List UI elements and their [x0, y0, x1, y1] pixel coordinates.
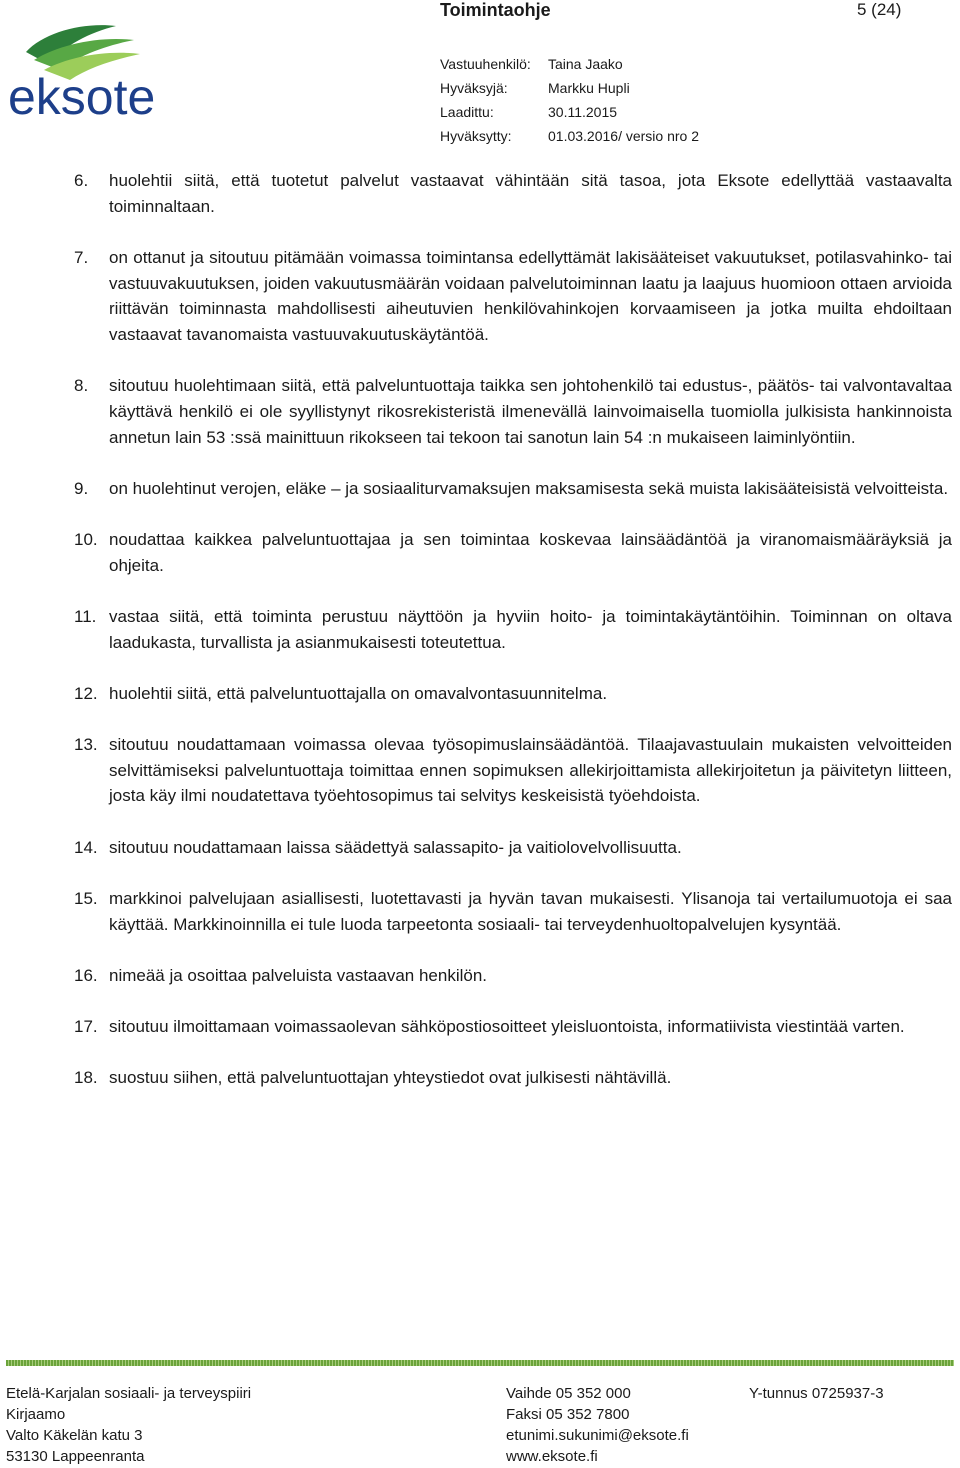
- item-text: sitoutuu ilmoittamaan voimassaolevan sähköpostiosoitteet yleisluontoista, informatiivista viestintää varten.: [109, 1016, 905, 1036]
- list-item: [74, 1014, 952, 1040]
- item-text: sitoutuu huolehtimaan siitä, että palveluntuottaja taikka sen johtohenkilö tai edustus-, päätös- tai valvontavaltaa käyttävä henkilö ei ole syyllistynyt rikosrekisteristä ilmenevällä lainvoimaisella tuomiolla julkisista hankinnoista annetun lain 53 :ssä mainittuun rikokseen tai tekoon tai sanotun lain 54 :n mukaiseen laiminlyöntiin.: [109, 376, 952, 447]
- item-number: 14.: [74, 837, 98, 857]
- footer-address: [6, 1383, 251, 1467]
- item-text: vastaa siitä, että toiminta perustuu näyttöön ja hyviin hoito- ja toimintakäytäntöihin. Toiminnan on oltava laadukasta, turvallista ja asianmukaisesti toteutettua.: [109, 606, 952, 652]
- item-number: 10.: [74, 530, 98, 550]
- footer-phone: Vaihde 05 352 000: [506, 1385, 631, 1402]
- page-number: 5 (24): [857, 0, 902, 19]
- list-item: [74, 963, 952, 989]
- footer-contact: [506, 1383, 689, 1467]
- footer-line: Kirjaamo: [6, 1406, 66, 1423]
- footer-divider: [6, 1360, 954, 1366]
- meta-label: Laadittu:: [440, 104, 494, 120]
- list-item: [74, 604, 952, 655]
- meta-value: Markku Hupli: [548, 80, 630, 96]
- footer-website: www.eksote.fi: [506, 1448, 598, 1465]
- footer-postal: 53130 Lappeenranta: [6, 1448, 145, 1465]
- item-text: sitoutuu noudattamaan laissa säädettyä salassapito- ja vaitiolovelvollisuutta.: [109, 837, 682, 857]
- item-text: suostuu siihen, että palveluntuottajan yhteystiedot ovat julkisesti nähtävillä.: [109, 1068, 672, 1088]
- item-text: sitoutuu noudattamaan voimassa olevaa työsopimuslainsäädäntöä. Tilaajavastuulain mukaisten velvoitteiden selvittämiseksi palveluntuottaja toimittaa ennen sopimuksen allekirjoittamista allekirjoitetun ja päivitetyn liitteen, josta käy ilmi noudatettava työehtosopimus tai selvitys keskeisistä työehdoista.: [109, 735, 952, 806]
- item-number: 16.: [74, 965, 98, 985]
- footer-org-name: Etelä-Karjalan sosiaali- ja terveyspiiri: [6, 1385, 252, 1402]
- document-title: Toimintaohje: [440, 0, 551, 20]
- item-number: 12.: [74, 683, 98, 703]
- meta-label: Hyväksytty:: [440, 128, 512, 144]
- list-item: [74, 168, 952, 219]
- footer-email: etunimi.sukunimi@eksote.fi: [506, 1427, 689, 1444]
- item-number: 17.: [74, 1016, 98, 1036]
- footer-ytunnus: Y-tunnus 0725937-3: [749, 1385, 884, 1402]
- meta-row-created: [440, 100, 699, 124]
- item-number: 13.: [74, 735, 98, 755]
- footer-fax: Faksi 05 352 7800: [506, 1406, 630, 1423]
- eksote-logo: [4, 22, 164, 122]
- item-text: huolehtii siitä, että palveluntuottajalla on omavalvontasuunnitelma.: [109, 683, 608, 703]
- footer-street: Valto Käkelän katu 3: [6, 1427, 143, 1444]
- list-item: [74, 476, 952, 502]
- list-item: [74, 245, 952, 348]
- item-number: 9.: [74, 478, 89, 498]
- item-number: 18.: [74, 1068, 98, 1088]
- list-item: [74, 835, 952, 861]
- item-number: 6.: [74, 171, 89, 190]
- meta-label: Hyväksyjä:: [440, 80, 508, 96]
- logo-wordmark: eksote: [8, 69, 156, 122]
- list-item: [74, 373, 952, 450]
- meta-value: 01.03.2016/ versio nro 2: [548, 128, 699, 144]
- meta-row-approved: [440, 124, 699, 148]
- meta-label: Vastuuhenkilö:: [440, 56, 531, 72]
- item-text: noudattaa kaikkea palveluntuottajaa ja sen toimintaa koskevaa lainsäädäntöä ja viranomaismääräyksiä ja ohjeita.: [109, 530, 952, 575]
- item-text: on ottanut ja sitoutuu pitämään voimassa toimintansa edellyttämät lakisääteiset vakuutukset, potilasvahinko- tai vastuuvakuutuksen, joiden vakuutusmäärän voidaan palvelutoiminnan laatu ja laajuus huomioon ottaen arvioida riittävän toiminnasta mahdollisesti aiheutuvien henkilövahinkojen korvaamiseen ja jotka muilta ehdoiltaan vastaavat tavanomaista vastuuvakuutuskäytäntöä.: [109, 247, 952, 345]
- list-item: [74, 681, 952, 707]
- item-number: 8.: [74, 376, 89, 396]
- item-number: 15.: [74, 888, 98, 908]
- item-text: markkinoi palvelujaan asiallisesti, luotettavasti ja hyvän tavan mukaisesti. Ylisanoja tai vertailumuotoja ei saa käyttää. Markkinoinnilla ei tule luoda tarpeetonta sosiaali- tai terveydenhuoltopalvelujen kysyntää.: [109, 888, 952, 934]
- item-text: on huolehtinut verojen, eläke – ja sosiaaliturvamaksujen maksamisesta sekä muista lakisääteisistä velvoitteista.: [109, 478, 949, 498]
- meta-row-approver: [440, 76, 699, 100]
- list-item: [74, 527, 952, 578]
- numbered-list: [74, 168, 952, 1116]
- item-text: huolehtii siitä, että tuotetut palvelut vastaavat vähintään sitä tasoa, jota Eksote edellyttää vastaavalta toiminnaltaan.: [109, 171, 952, 216]
- meta-row-responsible: [440, 52, 699, 76]
- list-item: [74, 732, 952, 809]
- meta-value: Taina Jaako: [548, 56, 623, 72]
- document-meta: [440, 52, 699, 148]
- list-item: [74, 886, 952, 937]
- item-number: 11.: [74, 606, 97, 626]
- meta-value: 30.11.2015: [548, 104, 618, 120]
- footer-business-id: [749, 1383, 884, 1404]
- list-item: [74, 1065, 952, 1091]
- item-number: 7.: [74, 247, 89, 267]
- item-text: nimeää ja osoittaa palveluista vastaavan henkilön.: [109, 965, 488, 985]
